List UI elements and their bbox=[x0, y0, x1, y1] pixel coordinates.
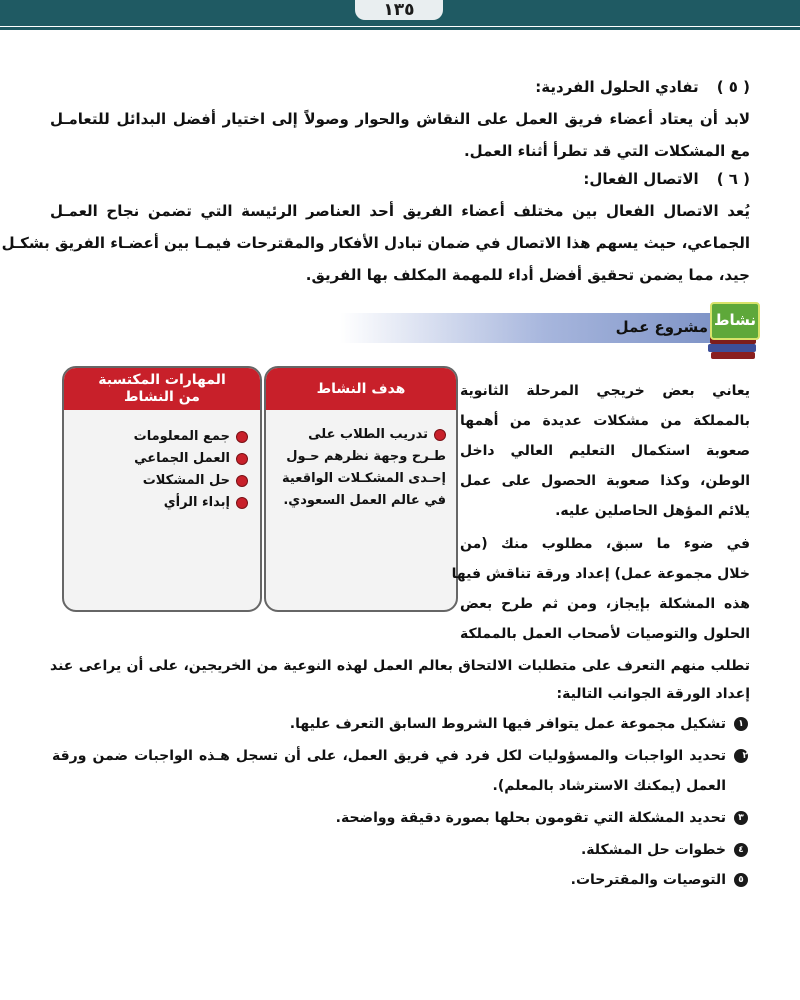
step-text: التوصيات والمقترحات. bbox=[570, 872, 726, 888]
activity-side-line-5: يلائم المؤهل الحاصلين عليه. bbox=[555, 503, 750, 519]
activity-full-line-2: إعداد الورقة الجوانب التالية: bbox=[556, 686, 750, 702]
step-text: تحديد المشكلة التي تقومون بحلها بصورة دقيقة وواضحة. bbox=[335, 810, 726, 826]
skills-card-title-line-2: من النشاط bbox=[124, 389, 200, 405]
header-divider bbox=[0, 27, 800, 30]
goal-text: تدريب الطلاب على طـرح وجهة نظرهم حـول إحـدى المشكـلات الواقعية في عالم العمل السعودي. bbox=[282, 427, 446, 508]
step-2 bbox=[52, 748, 748, 764]
activity-full-line-1: تطلب منهم التعرف على متطلبات الالتحاق بعالم العمل لهذه النوعية من الخريجين، على أن يراعى عند bbox=[50, 658, 750, 674]
bullet-icon bbox=[236, 497, 248, 509]
section-6-title: الاتصال الفعال: bbox=[583, 170, 699, 188]
skills-list bbox=[134, 426, 248, 514]
activity-goal-card bbox=[264, 366, 458, 612]
bullet-icon bbox=[236, 475, 248, 487]
section-5-heading bbox=[535, 78, 750, 96]
page-number: ١٣٥ bbox=[355, 0, 443, 20]
activity-side-line-2: بالمملكة من مشكلات عديدة من أهمها bbox=[460, 413, 750, 429]
step-text: العمل (يمكنك الاسترشاد بالمعلم). bbox=[492, 778, 726, 794]
activity-side-line-6: في ضوء ما سبق، مطلوب منك (من bbox=[460, 536, 750, 552]
book-spine-blue bbox=[708, 344, 756, 352]
section-6-line-3: جيد، مما يضمن تحقيق أفضل أداء للمهمة المكلف بها الفريق. bbox=[305, 266, 750, 284]
book-spine-darkred bbox=[711, 352, 755, 359]
step-number-icon: ٢ bbox=[734, 749, 748, 763]
step-text: تحديد الواجبات والمسؤوليات لكل فرد في فريق العمل، على أن تسجل هـذه الواجبات ضمن ورقة bbox=[52, 748, 726, 764]
step-3 bbox=[336, 810, 748, 826]
bullet-icon bbox=[236, 453, 248, 465]
section-5-line-2: مع المشكلات التي قد تطرأ أثناء العمل. bbox=[463, 142, 750, 160]
step-number-icon: ٥ bbox=[734, 873, 748, 887]
skill-item bbox=[134, 492, 248, 514]
section-6-heading bbox=[583, 170, 750, 188]
activity-side-line-7: خلال مجموعة عمل) إعداد ورقة تناقش فيها bbox=[451, 566, 750, 582]
step-4 bbox=[581, 842, 748, 858]
step-text: خطوات حل المشكلة. bbox=[580, 842, 726, 858]
step-number-icon: ٣ bbox=[734, 811, 748, 825]
step-5 bbox=[571, 872, 748, 888]
goal-card-text bbox=[278, 424, 446, 512]
activity-side-line-9: الحلول والتوصيات لأصحاب العمل بالمملكة bbox=[460, 626, 750, 642]
section-5-title: تفادي الحلول الفردية: bbox=[535, 78, 699, 96]
step-1 bbox=[290, 716, 748, 732]
skill-item bbox=[134, 470, 248, 492]
skill-item-text: جمع المعلومات bbox=[133, 429, 230, 444]
activity-skills-card bbox=[62, 366, 262, 612]
skill-item-text: العمل الجماعي bbox=[134, 451, 230, 466]
section-5-number: ( ٥ ) bbox=[716, 78, 750, 96]
activity-side-line-3: صعوبة استكمال التعليم العالي داخل bbox=[460, 443, 750, 459]
skill-item bbox=[134, 448, 248, 470]
activity-label: مشروع عمل bbox=[615, 318, 708, 336]
step-number-icon: ٤ bbox=[734, 843, 748, 857]
step-number-icon: ١ bbox=[734, 717, 748, 731]
goal-card-title: هدف النشاط bbox=[266, 368, 456, 410]
section-5-line-1: لابد أن يعتاد أعضاء فريق العمل على النقاش والحوار وصولاً إلى اختيار أفضل البدائل للتعامـل bbox=[50, 110, 750, 128]
section-6-line-2: الجماعي، حيث يسهم هذا الاتصال في ضمان تبادل الأفكار والمقترحات فيمـا بين أعضـاء الفريق بشكـل bbox=[1, 234, 750, 252]
skill-item bbox=[134, 426, 248, 448]
step-text: تشكيل مجموعة عمل يتوافر فيها الشروط السابق التعرف عليها. bbox=[289, 716, 726, 732]
section-6-line-1: يُعد الاتصال الفعال بين مختلف أعضاء الفريق أحد العناصر الرئيسة التي تضمن نجاح العمـل bbox=[50, 202, 750, 220]
activity-side-line-8: هذه المشكلة بإيجاز، ومن ثم طرح بعض bbox=[460, 596, 750, 612]
section-6-number: ( ٦ ) bbox=[716, 170, 750, 188]
bullet-icon bbox=[434, 429, 446, 441]
activity-badge-label: نشاط bbox=[710, 302, 760, 340]
skills-card-title bbox=[64, 368, 260, 410]
step-2-continued bbox=[493, 778, 727, 794]
skill-item-text: حل المشكلات bbox=[142, 473, 230, 488]
bullet-icon bbox=[236, 431, 248, 443]
activity-side-line-1: يعاني بعض خريجي المرحلة الثانوية bbox=[460, 383, 750, 399]
skills-card-title-line-1: المهارات المكتسبة bbox=[98, 372, 226, 388]
skill-item-text: إبداء الرأي bbox=[163, 495, 230, 510]
activity-badge-icon bbox=[708, 300, 758, 360]
activity-side-line-4: الوطن، وكذا صعوبة الحصول على عمل bbox=[460, 473, 750, 489]
